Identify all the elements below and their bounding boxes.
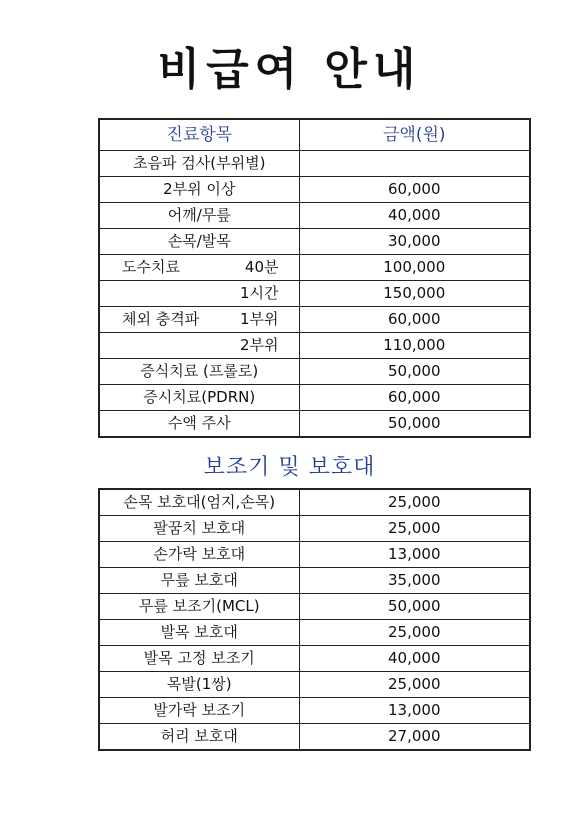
- item-cell: [99, 255, 299, 281]
- price-cell: 13,000: [299, 698, 530, 724]
- table-row: [99, 359, 530, 385]
- table-row: [99, 646, 530, 672]
- table-row: [99, 542, 530, 568]
- item-cell: 증식치료 (프롤로): [99, 359, 299, 385]
- shockwave-label: 체외 충격파: [122, 310, 200, 328]
- table-row: [99, 151, 530, 177]
- price-cell: 40,000: [299, 203, 530, 229]
- item-cell: 손목 보호대(엄지,손목): [99, 489, 299, 516]
- price-cell: 50,000: [299, 594, 530, 620]
- table-row: [99, 307, 530, 333]
- shockwave-part: 2부위: [99, 333, 299, 359]
- price-cell: 27,000: [299, 724, 530, 751]
- price-cell: 110,000: [299, 333, 530, 359]
- table-row: [99, 489, 530, 516]
- table-row: [99, 177, 530, 203]
- shockwave-part: 1부위: [239, 310, 279, 328]
- price-cell: 50,000: [299, 411, 530, 438]
- item-cell: 손가락 보호대: [99, 542, 299, 568]
- table-row: [99, 333, 530, 359]
- empty-cell: [299, 151, 530, 177]
- table-row: [99, 698, 530, 724]
- price-cell: 50,000: [299, 359, 530, 385]
- item-cell: 발목 고정 보조기: [99, 646, 299, 672]
- item-cell: 무릎 보조기(MCL): [99, 594, 299, 620]
- table-row: [99, 281, 530, 307]
- price-cell: 13,000: [299, 542, 530, 568]
- item-cell: 어깨/무릎: [99, 203, 299, 229]
- table-row: [99, 255, 530, 281]
- item-cell: [99, 307, 299, 333]
- table-row: [99, 620, 530, 646]
- price-cell: 60,000: [299, 385, 530, 411]
- table-row: [99, 516, 530, 542]
- table-header-row: [99, 119, 530, 151]
- manual-therapy-duration: 40분: [244, 258, 279, 276]
- table-row: [99, 411, 530, 438]
- manual-therapy-label: 도수치료: [122, 258, 180, 276]
- item-cell: 목발(1쌍): [99, 672, 299, 698]
- table-row: [99, 385, 530, 411]
- item-cell: 수액 주사: [99, 411, 299, 438]
- table-row: [99, 594, 530, 620]
- ultrasound-group-label: 초음파 검사(부위별): [99, 151, 299, 177]
- price-cell: 25,000: [299, 672, 530, 698]
- table-row: [99, 229, 530, 255]
- price-cell: 40,000: [299, 646, 530, 672]
- price-cell: 30,000: [299, 229, 530, 255]
- item-cell: 허리 보호대: [99, 724, 299, 751]
- header-price: 금액(원): [299, 119, 530, 151]
- fee-table: [98, 118, 531, 438]
- header-item: 진료항목: [99, 119, 299, 151]
- price-cell: 60,000: [299, 307, 530, 333]
- table-row: [99, 203, 530, 229]
- brace-section-title: 보조기 및 보호대: [203, 455, 376, 480]
- item-cell: 증시치료(PDRN): [99, 385, 299, 411]
- price-cell: 35,000: [299, 568, 530, 594]
- price-cell: 150,000: [299, 281, 530, 307]
- price-cell: 25,000: [299, 620, 530, 646]
- item-cell: 손목/발목: [99, 229, 299, 255]
- price-cell: 60,000: [299, 177, 530, 203]
- price-cell: 25,000: [299, 516, 530, 542]
- item-cell: 팔꿈치 보호대: [99, 516, 299, 542]
- table-row: [99, 568, 530, 594]
- manual-therapy-duration: 1시간: [99, 281, 299, 307]
- table-row: [99, 672, 530, 698]
- price-cell: 25,000: [299, 489, 530, 516]
- page-title: 비급여 안내: [157, 44, 422, 95]
- price-cell: 100,000: [299, 255, 530, 281]
- item-cell: 무릎 보호대: [99, 568, 299, 594]
- brace-table: [98, 488, 531, 751]
- item-cell: 발가락 보조기: [99, 698, 299, 724]
- item-cell: 발목 보호대: [99, 620, 299, 646]
- table-row: [99, 724, 530, 751]
- item-cell: 2부위 이상: [99, 177, 299, 203]
